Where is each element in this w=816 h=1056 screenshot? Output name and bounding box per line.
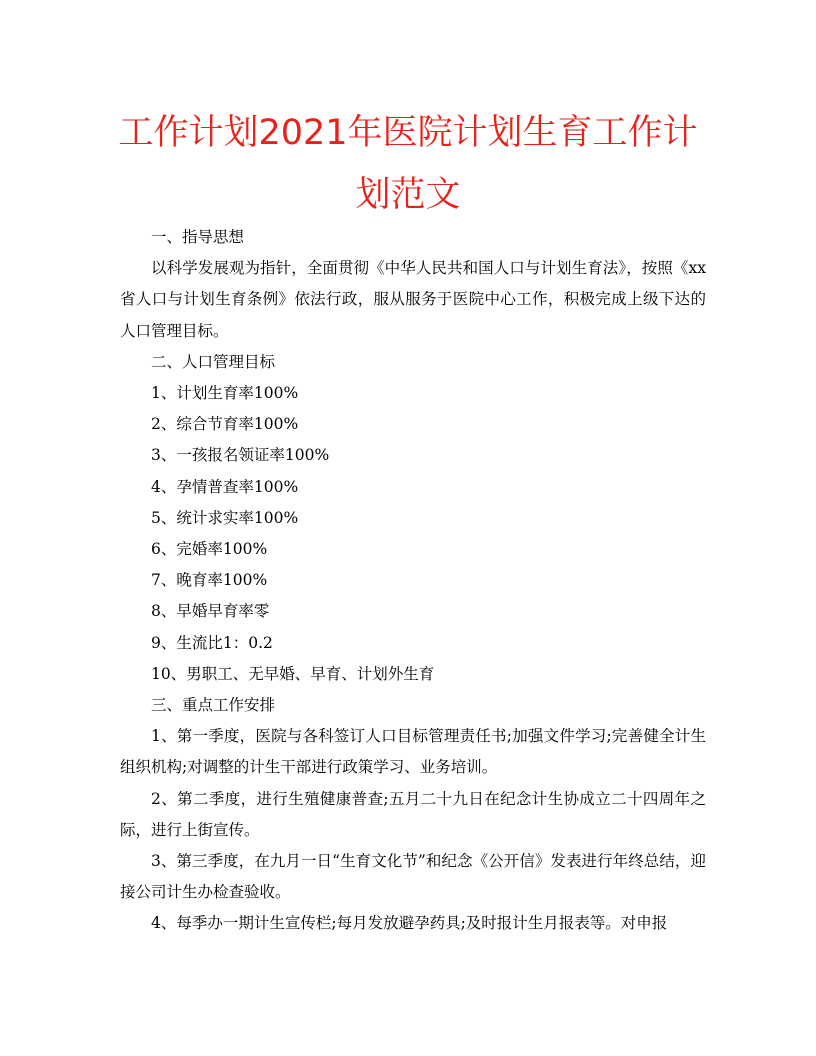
target-item-4: 4、孕情普查率100% (151, 477, 299, 496)
paragraph-guiding-ideology: 以科学发展观为指针，全面贯彻《中华人民共和国人口与计划生育法》，按照《xx省人口与计划生育条例》依法行政，服从服务于医院中心工作，积极完成上级下达的人口管理目标。 (120, 259, 706, 340)
target-item-6: 6、完婚率100% (151, 540, 268, 559)
target-item-7: 7、晚育率100% (151, 571, 268, 590)
target-item-8: 8、早婚早育率零 (151, 602, 270, 621)
work-item-3: 3、第三季度，在九月一日“生育文化节”和纪念《公开信》发表进行年终总结，迎接公司计生办检查验收。 (120, 852, 706, 902)
section-heading-targets: 二、人口管理目标 (151, 352, 276, 371)
section-heading-key-work: 三、重点工作安排 (151, 696, 276, 715)
target-item-10: 10、男职工、无早婚、早育、计划外生育 (151, 664, 435, 683)
work-item-1: 1、第一季度，医院与各科签订人口目标管理责任书;加强文件学习;完善健全计生组织机构;对调整的计生干部进行政策学习、业务培训。 (120, 727, 706, 777)
work-item-4: 4、每季办一期计生宣传栏;每月发放避孕药具;及时报计生月报表等。对申报 (151, 914, 668, 933)
target-item-9: 9、生流比1：0.2 (151, 633, 273, 652)
section-heading-guiding-ideology: 一、指导思想 (151, 228, 245, 246)
target-item-1: 1、计划生育率100% (151, 384, 299, 403)
document-title: 工作计划2021年医院计划生育工作计划范文 (118, 113, 698, 215)
target-item-3: 3、一孩报名领证率100% (151, 446, 330, 465)
target-item-5: 5、统计求实率100% (151, 508, 299, 527)
target-item-2: 2、综合节育率100% (151, 415, 299, 434)
work-item-2: 2、第二季度，进行生殖健康普查;五月二十九日在纪念计生协成立二十四周年之际，进行上街宣传。 (120, 789, 706, 839)
document-body (120, 222, 706, 940)
